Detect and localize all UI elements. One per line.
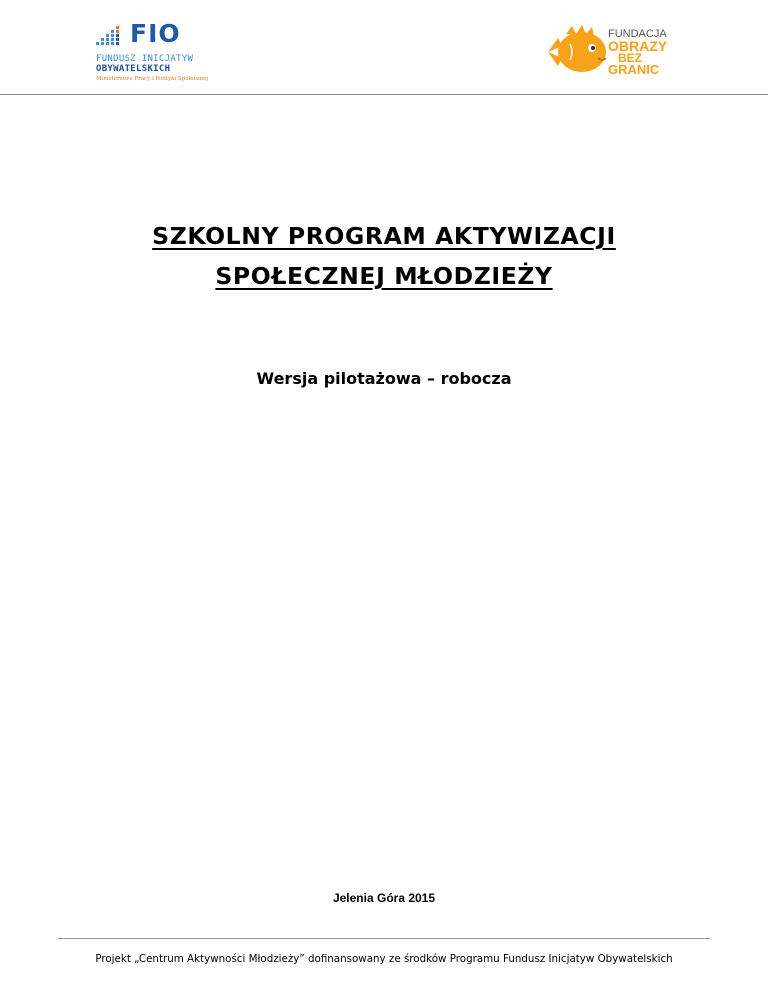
fio-name-line2: OBYWATELSKICH [96, 64, 171, 74]
fundacja-line2: OBRAZY [608, 38, 668, 54]
fio-mark: FIO [130, 19, 181, 48]
fundacja-line4: GRANIC [608, 62, 660, 77]
title-line-1: SZKOLNY PROGRAM AKTYWIZACJI [152, 222, 616, 250]
place-and-year: Jelenia Góra 2015 [332, 891, 436, 905]
fio-dots-icon [96, 24, 124, 48]
page-header [0, 0, 768, 95]
fish-icon [544, 24, 610, 80]
fundacja-logo [544, 24, 674, 80]
footer-text: Projekt „Centrum Aktywności Młodzieży” dofinansowany ze środków Programu Fundusz Inicjatyw Obywatelskich [95, 953, 673, 965]
fundacja-line3: BEZ [618, 51, 642, 65]
fundacja-name [608, 28, 667, 76]
fio-ministry: Ministerstwo Pracy i Polityki Społecznej [96, 76, 209, 82]
footer-divider [58, 938, 710, 939]
fundacja-line1: FUNDACJA [608, 28, 667, 40]
fio-name-line1: FUNDUSZ INICJATYW [96, 54, 194, 64]
title-line-2: SPOŁECZNEJ MŁODZIEŻY [215, 262, 553, 290]
fio-logo [96, 20, 216, 86]
document-title [0, 216, 768, 296]
document-subtitle: Wersja pilotażowa – robocza [256, 369, 512, 388]
